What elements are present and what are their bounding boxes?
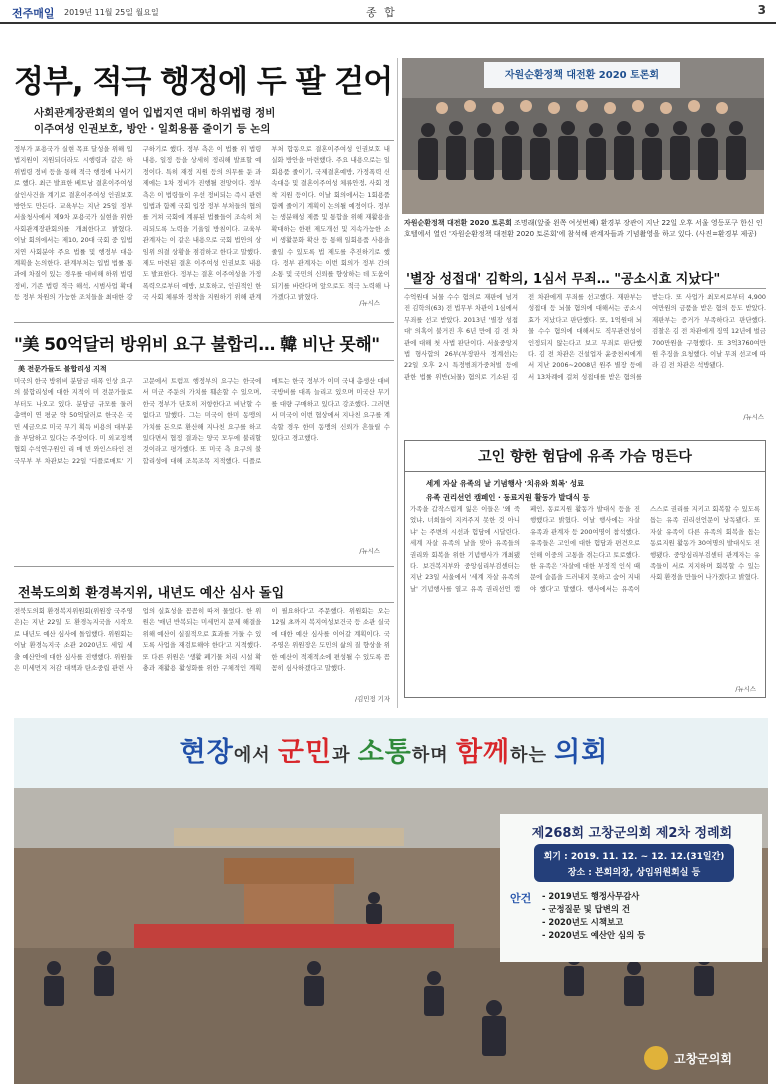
news-photo — [402, 58, 764, 214]
slogan-part: 하며 — [411, 745, 456, 766]
story4-subheadline-2: 유족 권리선언 캠페인 · 동료지원 활동가 발대식 등 — [426, 493, 590, 502]
ad-agenda-label: 안건 — [510, 892, 532, 905]
ad-venue: 장소 : 본회의장, 상임위원회실 등 — [567, 868, 701, 878]
story3-signoff: /뉴시스 — [359, 547, 380, 555]
ad-council-name: 고창군의회 — [674, 1052, 732, 1066]
slogan-part: 에서 — [233, 745, 278, 766]
agenda-item: - 군정질문 및 답변의 건 — [542, 904, 630, 914]
story5-body: 전북도의회 환경복지위원회(위원장 국주영은)는 지난 22일 도 환경녹지국을 시작으로 내년도 예산 심사에 돌입했다. 위원회는 이날 환경녹지국 소관 2020년도 세입 세출 예산안에 대한 심사를 진행했다. 위원들은 미세먼지 저감 대책과 탄소중립 관련 사업의 실효성을 꼼꼼히 따져 물었다. 한 위원은 '매년 반복되는 미세먼지 문제 해결을 위해 예산이 실질적으로 효과를 거둘 수 있도록 사업을 재검토해야 한다'고 지적했다. 또 다른 위원은 '생활 폐기물 처리 시설 확충과 재활용 활성화를 위한 구체적인 계획이 필요하다'고 주문했다. 위원회는 오는 12월 초까지 복지여성보건국 등 소관 실국에 대한 예산 심사를 이어갈 계획이다. 국주영은 위원장은 도민의 삶의 질 향상을 위한 예산이 적재적소에 편성될 수 있도록 꼼꼼히 심사하겠다고 말했다. — [14, 607, 390, 673]
ad-period-box — [534, 844, 734, 882]
council-emblem-icon — [638, 1048, 658, 1068]
story3-headline: "美 50억달러 방위비 요구 불합리… 韓 비난 못해" — [14, 335, 380, 355]
story2-headline: '별장 성접대' 김학의, 1심서 무죄… "공소시효 지났다" — [406, 272, 721, 287]
council-advertisement — [14, 718, 768, 1084]
story5-headline: 전북도의회 환경복지위, 내년도 예산 심사 돌입 — [18, 586, 285, 601]
story4-body: 가족을 갑작스럽게 잃은 이들은 '왜 죽었냐, 너희들이 지켜주지 못한 것 아니냐' 는 주변의 시선과 험담에 시달린다. 세계 자살 유족의 날을 맞아 유족들의 권리와 회복을 위한 기념행사가 개최됐다. 보건복지부와 중앙심리부검센터는 지난 23일 서울에서 '세계 자살 유족의 날' 기념행사를 열고 유족 권리선언 캠페인, 동료지원 활동가 발대식 등을 진행했다고 밝혔다. 이날 행사에는 자살 유족과 관계자 등 200여명이 참석했다. 유족들은 고인에 대한 험담과 편견으로 인해 이중의 고통을 겪는다고 토로했다. 한 유족은 '자살에 대한 부정적 인식 때문에 슬픔을 드러내지 못하고 숨어 지내야 했다'고 말했다. 행사에서는 유족이 스스로 권리를 지키고 회복할 수 있도록 돕는 유족 권리선언문이 낭독됐다. 또 자살 유족이 다른 유족의 회복을 돕는 동료지원 활동가 30여명의 발대식도 진행됐다. 중앙심리부검센터 관계자는 유족들이 서로 지지하며 회복할 수 있는 사회 환경을 만들어 나가겠다고 밝혔다. — [410, 505, 760, 593]
masthead — [0, 0, 776, 24]
agenda-item: - 2019년도 행정사무감사 — [542, 891, 640, 901]
ad-agenda-list — [542, 890, 752, 942]
ad-slogan — [54, 730, 734, 769]
story4-signoff: /뉴시스 — [735, 685, 756, 693]
slogan-part: 함께 — [455, 737, 511, 768]
story1-subheadline-1: 사회관계장관회의 열어 입법지연 대비 하위법령 정비 — [34, 107, 276, 119]
slogan-part: 군민 — [277, 737, 333, 768]
story5-signoff: /김민정 기자 — [354, 695, 390, 703]
slogan-part: 소통 — [357, 737, 412, 768]
photo-banner-text: 자원순환정책 대전환 2020 토론회 — [504, 70, 660, 81]
section-name: 종 합 — [366, 6, 397, 19]
paper-name: 전주매일 — [12, 7, 55, 20]
photo1-caption-text: 조명래(앞줄 왼쪽 여섯번째) 환경부 장관이 지난 22일 오후 서울 영등포구 한신 인 호텔에서 열린 '자원순환정책 대전환 2020 토론회'에 참석해 관계자들과 기념촬영을 하고 있다. — [404, 219, 763, 238]
story2-body: 수억원대 뇌물 수수 혐의로 재판에 넘겨진 김학의(63) 전 법무부 차관이 1심에서 무죄를 선고 받았다. 2013년 '별장 성접대' 의혹이 불거진 후 6년 만에 김 전 차관에 대해 첫 사법 판단이다. 서울중앙지법 형사합의 26부(부장판사 정계선)는 22일 오후 2시 특정범죄가중처벌 등에 관한 법률 위반(뇌물) 혐의로 기소된 김 전 차관에게 무죄를 선고했다. 재판부는 성접대 등 뇌물 혐의에 대해서는 공소시효가 지났다고 판단했다. 또, 1억원대 뇌물 수수 혐의에 대해서도 직무관련성이 인정되지 않는다고 보고 무죄로 판단했다. 김 전 차관은 건설업자 윤중천씨에게 서 지난 2006~2008년 원주 별장 등에서 13차례에 걸쳐 성접대를 받은 혐의를 받는다. 또 사업가 최모씨로부터 4,900여만원의 금품을 받은 혐의 등도 받았다. 재판부는 증거가 부족하다고 판단했다. 검찰은 김 전 차관에게 징역 12년에 벌금 700만원을 구형했다. 또 3억3760여만원 추징을 요청했다. 이날 무죄 선고에 따라 김 전 차관은 석방됐다. — [404, 293, 766, 381]
story4-headline: 고인 향한 험담에 유족 가슴 멍든다 — [404, 440, 766, 472]
slogan-part: 의회 — [554, 737, 609, 768]
slogan-part: 하는 — [510, 745, 555, 766]
story4-subheadline-1: 세계 자살 유족의 날 기념행사 '치유와 회복' 성료 — [426, 479, 585, 488]
story1-headline: 정부, 적극 행정에 두 팔 걷어 — [14, 64, 393, 100]
slogan-part: 현장 — [179, 737, 234, 768]
photo1-credit: (사진=환경부 제공) — [695, 230, 757, 238]
story1-signoff: /뉴시스 — [359, 299, 380, 307]
ad-period: 회기 : 2019. 11. 12. ~ 12. 12.(31일간) — [543, 852, 725, 862]
story3-body: 미국의 한국 방위비 분담금 대폭 인상 요구의 불합리성에 대한 지적이 미 전문가들로부터도 나오고 있다. 분담금 규모를 둘러 총액이 연 평균 약 50억달러로 한국은 국민 세금으로 미국 무기 획득 비용의 대부분을 부담하고 있다는 주장이다. 미 외교정책협회 수석연구원인 리 매 빈 와인스타인 전 국무부 부 차관보는 22일 '디플로매트' 기고문에서 트럼프 행정부의 요구는 한국에서 미군 주둔의 가치를 훼손할 수 있으며, 한국 정부가 단호히 저항한다고 비난할 수 없다고 말했다. 그는 미국이 한미 동맹의 가치를 돈으로 환산해 지나친 요구를 하고 있다면서 협정 결과는 양국 모두에 불리할 것이라고 평가했다. 또 미국 측 요구의 불합리성에 대해 조목조목 지적했다. 디플로매트는 한국 정부가 이미 국내 총생산 대비 국방비를 대폭 늘리고 있으며 미국산 무기를 대량 구매하고 있다고 강조했다. 그러면서 미국이 이번 협상에서 지나친 요구를 계속할 경우 한미 동맹의 신뢰가 흔들릴 수 있다고 경고했다. — [14, 377, 390, 465]
story1-body: 정부가 포용국가 실현 목표 달성을 위해 입법지원이 지원되더라도 시행령과 같은 하위법령 정비 등을 통해 적극 행정에 나서기로 했다. 최근 발표한 베트남 결혼이주여성 살인사건을 계기로 결혼이주여성 인권보호 방안도 만든다. 교육부는 지난 25일 정부서울청사에서 제9차 포용국가 실현을 위한 사회관계장관회의를 개최한다고 밝혔다. 이날 회의에서는 제10, 20대 국회 중 입법지연 사회분야 주요 법률 및 행정부 대응 계획을 논의한다. 관계부처는 입법 법률 통과에 차질이 있는 경우를 대비해 하위 법령 정비, 기존 법령 적극 해석, 시범사업 확대 등 정부 차원의 가능한 조치들을 최대한 강구하기로 했다. 정부 측은 이 법률 위 법령 내용, 일정 등을 상세히 정리해 발표할 예정이다. 특히 재정 지원 등의 의무를 둔 과제에는 1차 정비가 진행될 전망이다. 정부 측은 이 법령들이 우선 정비되는 즉시 관련 입법과 함께 국회 입장 정부 부처들의 협의를 거쳐 국회에 계류된 법률들이 조속히 처리되도록 노력을 기울일 방침이다. 교육부 관계자는 이 같은 내용으로 국회 법안의 상임위 의결 상황을 점검하고 한다고 말했다. 제도 마련된 결혼 이주여성 인권보호 내용도 발표한다. 정부는 결혼 이주여성을 가정폭력으로부터 예방, 보호하고, 인권적인 한국 사회 체류와 정착을 지원하기 위해 관계부처 합동으로 결혼이주여성 인권보호 내실화 방안을 마련했다. 주요 내용으로는 일회용품 줄이기, 국제결혼예방, 가정폭력 신속대응 및 결혼이주여성 체류안정, 사회 정착 지원 등이다. 이날 회의에서는 1회용품 함께 줄이기 계획이 논의될 예정이다. 정부는 생분해성 제품 및 통합을 위해 재활용을 확대하는 한편 제도개선 및 지속가능한 소비 생활문화 확산 등 통해 일회용품 사용을 줄일 수 있도록 법 제도를 추진하기로 했다. 정부 관계자는 이번 회의가 정부 간의 소통 및 국민의 신뢰를 향상하는 데 도움이 되기를 바란다며 앞으로도 적극 노력해 나가겠다고 밝혔다. — [14, 145, 390, 302]
photo1-caption-title: 자원순환정책 대전환 2020 토론회 — [404, 219, 512, 227]
page-number: 3 — [757, 3, 766, 17]
story1-subheadline-2: 이주여성 인권보호, 방안 · 일회용품 줄이기 등 논의 — [34, 123, 271, 135]
slogan-part: 과 — [332, 745, 358, 766]
issue-date: 2019년 11월 25일 월요일 — [64, 8, 159, 17]
story3-subheadline: 美 전문가들도 불합리성 지적 — [18, 365, 107, 373]
agenda-item: - 2020년도 예산안 심의 등 — [542, 930, 646, 940]
ad-session-title: 제268회 고창군의회 제2차 정례회 — [531, 826, 733, 841]
photo1-caption — [404, 218, 764, 252]
story2-signoff: /뉴시스 — [743, 413, 764, 421]
agenda-item: - 2020년도 시책보고 — [542, 917, 624, 927]
